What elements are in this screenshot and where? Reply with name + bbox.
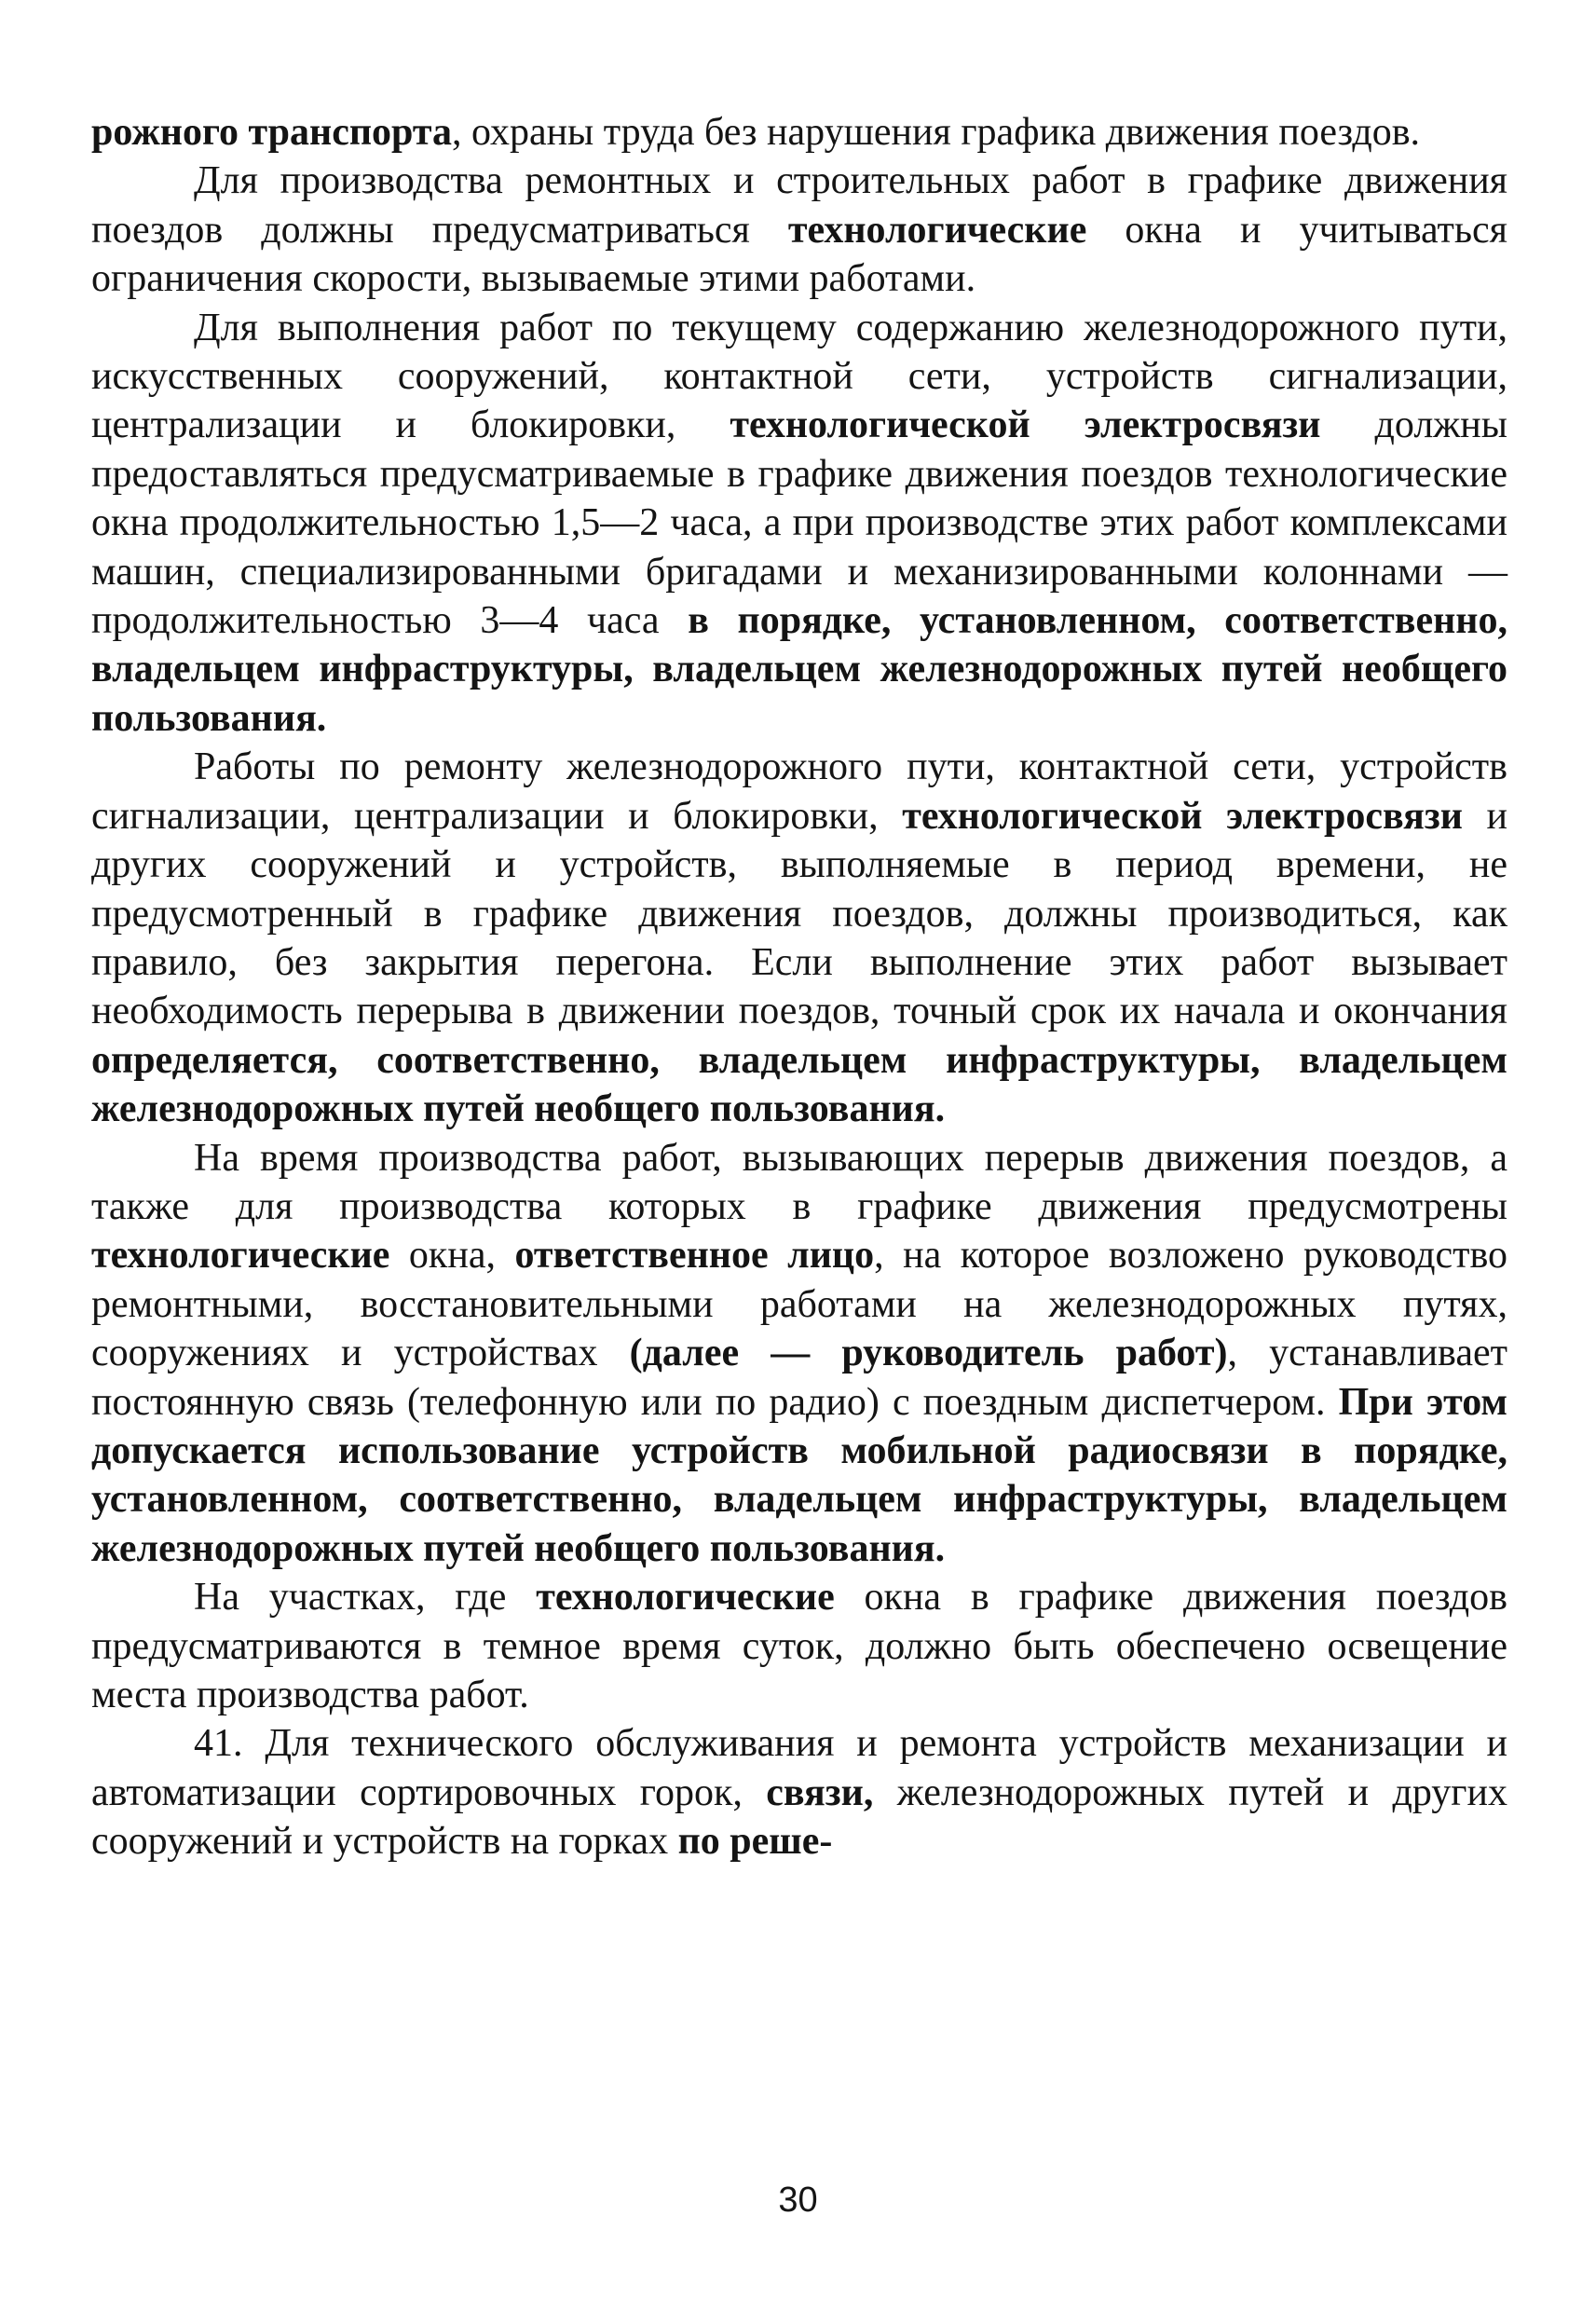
bold-text-run: связи, (766, 1770, 874, 1814)
paragraph (91, 157, 1507, 303)
text-run: окна, (389, 1234, 515, 1278)
text-run: Для выполнения работ по текущему содержанию железнодорожного пути, искусственных сооружений, контактной сети, устройств сигнализации, централизации и блокировки, (91, 306, 1507, 447)
bold-text-run: технологической электросвязи (902, 794, 1463, 838)
paragraph (91, 1573, 1507, 1719)
text-run: На время производства работ, вызывающих перерыв движения поездов, а также для производства которых в графике движения предусмотрены (91, 1136, 1507, 1228)
bold-text-run: (далее — руководитель работ) (629, 1332, 1228, 1375)
paragraph (91, 304, 1507, 744)
text-run: 41. Для технического обслуживания и ремонта устройств механизации и автоматизации сортировочных горок, (91, 1722, 1507, 1814)
bold-text-run: ответственное лицо (514, 1234, 875, 1278)
text-run: должны предоставляться предусматриваемые в графике движения поездов технологические окна продолжительностью 1,5—2 часа, а при производстве этих работ комплексами машин, специализированными бригадами и механизированными колоннами — продолжительностью 3—4 часа (91, 403, 1507, 643)
text-run: , на которое возложено руководство ремонтными, восстановительными работами на железнодорожных путях, сооружениях и устройствах (91, 1234, 1507, 1375)
bold-text-run: технологические (536, 1576, 835, 1620)
text-run: железнодорожных путей и других сооружений и устройств на горках (91, 1770, 1508, 1864)
bold-text-run: в порядке, установленном, соответственно, владельцем инфраструктуры, владельцем железнодорожных путей необщего пользования. (91, 599, 1507, 740)
bold-text-run: технологические (91, 1234, 390, 1278)
bold-text-run: рожного транспорта (91, 111, 452, 154)
bold-text-run: технологические (787, 208, 1087, 252)
text-run: окна и учитываться ограничения скорости, вызываемые этими работами. (91, 208, 1507, 301)
text-run: На участках, где (194, 1576, 537, 1620)
bold-text-run: по реше- (677, 1820, 833, 1864)
paragraph (91, 108, 1507, 157)
body-text (91, 108, 1507, 1866)
text-run: Работы по ремонту железнодорожного пути, контактной сети, устройств сигнализации, централизации и блокировки, (91, 745, 1507, 838)
text-run: Для производства ремонтных и строительных работ в графике движения поездов должны предусматриваться (91, 159, 1507, 252)
bold-text-run: При этом допускается использование устройств мобильной радиосвязи в порядке, установленном, соответственно, владельцем инфраструктуры, владельцем железнодорожных путей необщего пользования. (91, 1380, 1508, 1570)
paragraph (91, 1134, 1507, 1574)
paragraph (91, 1719, 1507, 1866)
text-run: окна в графике движения поездов предусматриваются в темное время суток, должно быть обеспечено освещение места производства работ. (91, 1576, 1507, 1716)
text-run: и других сооружений и устройств, выполняемые в период времени, не предусмотренный в графике движения поездов, должны производиться, как правило, без закрытия перегона. Если выполнение этих работ вызывает необходимость перерыва в движении поездов, точный срок их начала и окончания (91, 794, 1507, 1033)
bold-text-run: технологической электросвязи (730, 403, 1321, 447)
page-number: 30 (778, 2180, 818, 2220)
bold-text-run: определяется, соответственно, владельцем инфраструктуры, владельцем железнодорожных путей необщего пользования. (91, 1038, 1507, 1131)
text-run: , охраны труда без нарушения графика движения поездов. (451, 111, 1421, 154)
paragraph (91, 743, 1507, 1133)
text-run: , устанавливает постоянную связь (телефонную или по радио) с поездным диспетчером. (91, 1332, 1507, 1424)
